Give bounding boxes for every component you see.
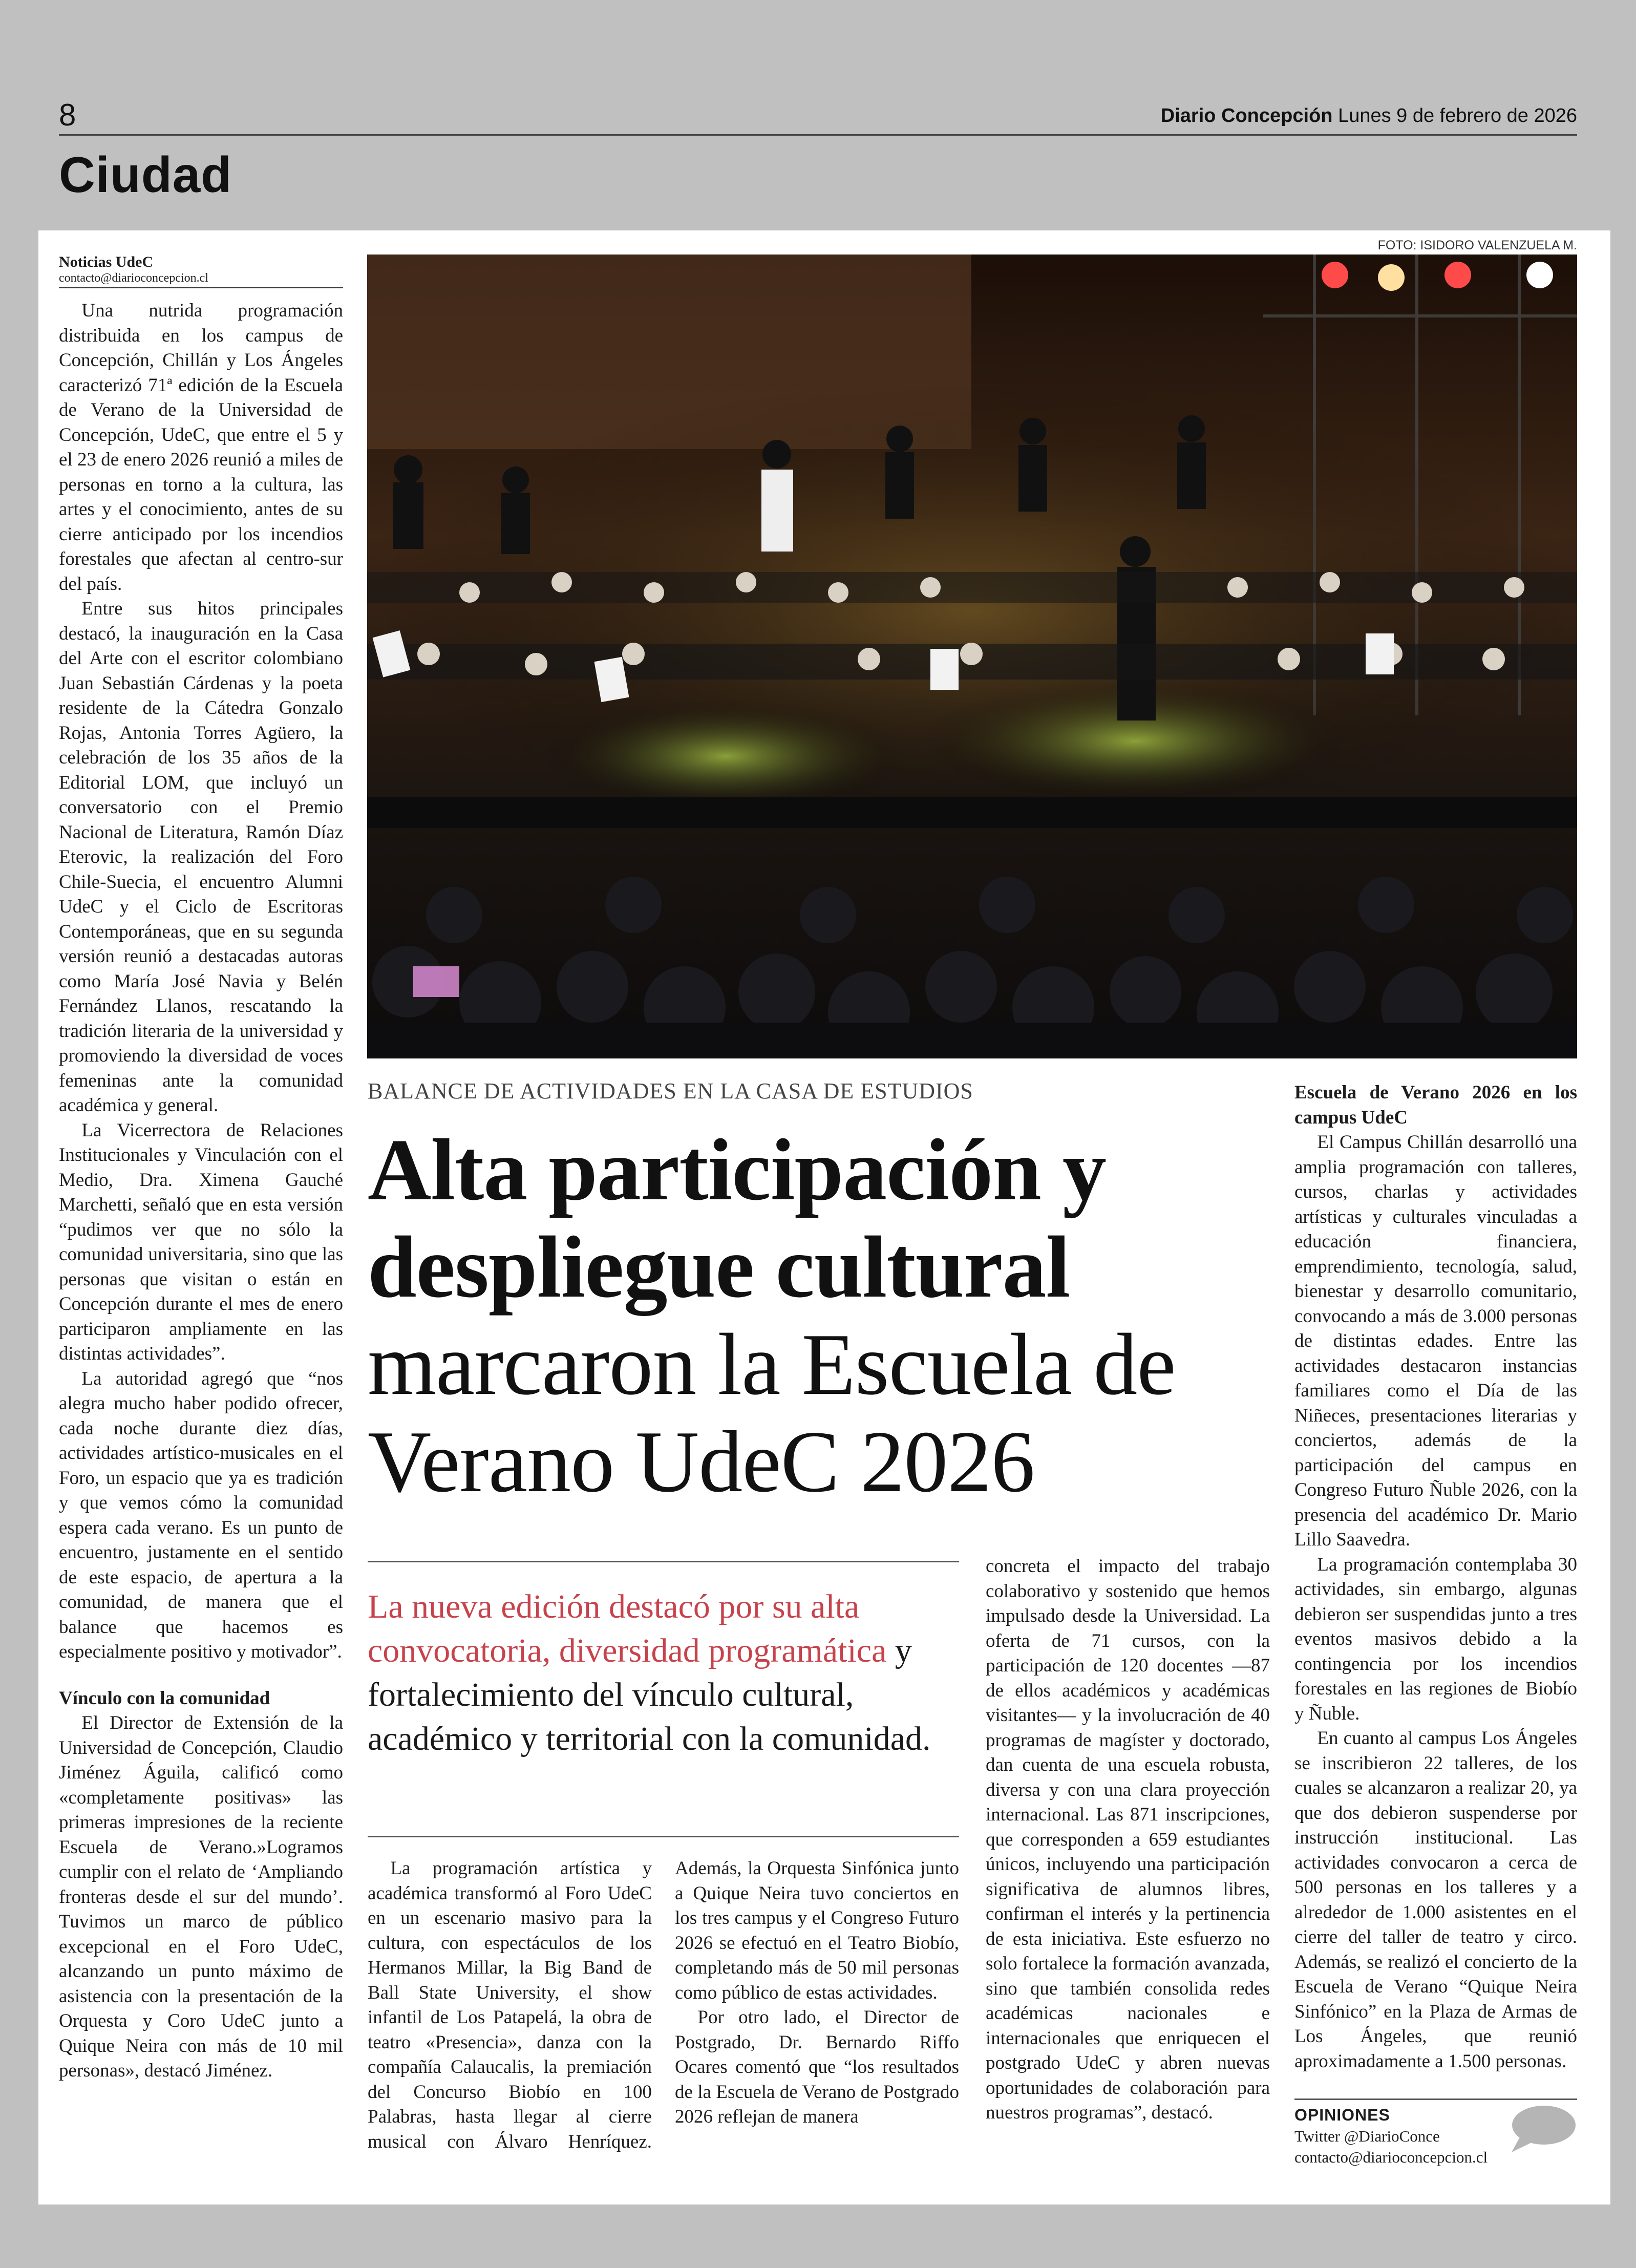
section-title: Ciudad [59,146,232,203]
paragraph: Una nutrida programación distribuida en los campus de Concepción, Chillán y Los Ángeles caracterizó 71ª edición de la Escuela de Verano de la Universidad de Concepción, UdeC, que entre el 5 y el 23 de enero 2026 reunió a miles de personas en torno a la cultura, las artes y el conocimiento, antes de su cierre anticipado por los incendios forestales que afectan al centro-sur del país. [59,300,343,595]
paragraph: El Director de Extensión de la Universidad de Concepción, Claudio Jiménez Águila, calificó como «completamente positivas» las primeras impresiones de la reciente Escuela de Verano.»Logramos cumplir con el relato de ‘Ampliando fronteras desde el sur del mundo’. Tuvimos un marco de público excepcional en el Foro UdeC, alcanzando un punto máximo de asistencia con la presentación de la Orquesta y Coro UdeC junto a Quique Neira con más de 10 mil personas», destacó Jiménez. [59,1712,343,2081]
speech-bubble-icon [1505,2104,1577,2155]
deck [368,1585,962,1761]
concert-photo [367,255,1577,1058]
byline-rule [59,287,343,288]
newspaper-name: Diario Concepción [1160,105,1333,126]
paragraph: La autoridad agregó que “nos alegra mucho haber podido ofrecer, cada noche durante diez días, actividades artístico-musicales en el Foro, un espacio que ya es tradición y que vemos cómo la comunidad espera cada verano. Es un punto de encuentro, justamente en el sentido de este espacio, de apertura a la comunidad, de manera que el balance que hacemos es especialmente positivo y motivador”. [59,1368,343,1662]
body-column [986,1554,1270,2169]
deck-highlight: La nueva edición destacó por su alta convocatoria, diversidad programática [368,1588,887,1669]
opinion-email: contacto@diarioconcepcion.cl [1294,2148,1488,2166]
page-number: 8 [59,98,76,132]
opinion-label: OPINIONES [1294,2106,1390,2124]
issue-date: Lunes 9 de febrero de 2026 [1338,105,1577,126]
header-rule [59,134,1577,136]
opinion-rule [1294,2099,1577,2100]
paragraph: En cuanto al campus Los Ángeles se inscribieron 22 talleres, de los cuales se alcanzaron a realizar 20, ya que dos debieron suspenderse por instrucción institucional. Las actividades convocaron a cerca de 500 personas en los talleres y a alrededor de 1.000 asistentes en el cierre del taller de teatro y circo. Además, se realizó el concierto de la Escuela de Verano “Quique Neira Sinfónico” en la Plaza de Armas de Los Ángeles, que reunió aproximadamente a 1.500 personas. [1294,1728,1577,2072]
paragraph: El Campus Chillán desarrolló una amplia programación con talleres, cursos, charlas y actividades artísticas y culturales vinculadas a educación financiera, emprendimiento, tecnología, salud, bienestar y desarrollo comunitario, convocando a más de 3.000 personas de distintas edades. Entre las actividades destacaron instancias familiares como el Día de las Niñeces, presentaciones literarias y conciertos, además de la participación del campus en Congreso Futuro Ñuble 2026, con la presencia del académico Dr. Mario Lillo Saavedra. [1294,1132,1577,1550]
deck-rule [368,1561,959,1562]
opinion-box [1294,2105,1489,2168]
right-column [1294,1080,1577,2074]
paragraph: Entre sus hitos principales destacó, la inauguración en la Casa del Arte con el escritor colombiano Juan Sebastián Cárdenas y la poeta residente de la Cátedra Gonzalo Rojas, Antonia Torres Agüero, la celebración de los 35 años de la Editorial LOM, que incluyó un conversatorio con el Premio Nacional de Literatura, Ramón Díaz Eterovic, la realización del Foro Chile-Suecia, el encuentro Alumni UdeC y el Ciclo de Escritoras Contemporáneas, que en su segunda versión reunió a destacadas autoras como María José Navia y Belén Fernández Llanos, rescatando la tradición literaria de la universidad y promoviendo la diversidad de voces femeninas ante la comunidad académica y general. [59,598,343,1116]
byline-name: Noticias UdeC [59,253,154,270]
paragraph: La programación contemplaba 30 actividades, sin embargo, algunas debieron ser suspendidas junto a tres eventos masivos debido a la contingencia por los incendios forestales en las regiones de Biobío y Ñuble. [1294,1554,1577,1724]
photo-credit: FOTO: ISIDORO VALENZUELA M. [1377,238,1577,252]
headline-regular: marcaron la Escuela de Verano UdeC 2026 [368,1316,1176,1511]
headline [368,1121,1284,1511]
body-column [368,1856,959,2158]
paragraph: La programación artística y académica transformó al Foro UdeC en un escenario masivo para la cultura, con espectáculos de los Hermanos Millar, la Big Band de Ball State University, el show infantil de Los Patapelá, la obra de teatro «Presencia», danza con la compañía Calaucalis, la premiación del Concurso Biobío en 100 Palabras, hasta llegar al cierre musical con Álvaro Henríquez. Además, la Orquesta Sinfónica junto a Quique Neira tuvo conciertos en los tres campus y el Congreso Futuro 2026 se efectuó en el Teatro Biobío, completando más de 50 mil personas como público de estas actividades. [368,1858,959,2152]
headline-bold: Alta participación y despliegue cultural [368,1121,1106,1316]
subhead-campus: Escuela de Verano 2026 en los campus UdeC [1294,1082,1577,1128]
paragraph: concreta el impacto del trabajo colaborativo y sostenido que hemos impulsado desde la Universidad. La oferta de 71 cursos, con la participación de 120 docentes —87 de ellos académicos y académicas visitantes— y la involucración de 40 programas de magíster y doctorado, dan cuenta de una escuela robusta, diversa y con una clara proyección internacional. Las 871 inscripciones, que corresponden a 659 estudiantes únicos, incluyendo una participación significativa de alumnos libres, confirman el interés y la pertinencia de esta iniciativa. Este esfuerzo no solo fortalece la formación avanzada, sino que también consolida redes académicas nacionales e internacionales que enriquecen el postgrado UdeC y abren nuevas oportunidades de colaboración para nuestros programas”, destacó. [986,1556,1270,2123]
masthead [1161,105,1577,127]
left-column [59,253,343,2164]
opinion-twitter: Twitter @DiarioConce [1294,2127,1440,2145]
deck-text: y fortalecimiento del vínculo cultural, académico y territorial con la comunidad. [368,1632,931,1757]
paragraph: Por otro lado, el Director de Postgrado, Dr. Bernardo Riffo Ocares comentó que “los resultados de la Escuela de Verano de Postgrado 2026 reflejan de manera [675,2007,959,2127]
deck-rule [368,1836,959,1837]
subhead-vinculo: Vínculo con la comunidad [59,1687,270,1709]
paragraph: La Vicerrectora de Relaciones Institucionales y Vinculación con el Medio, Dra. Ximena Gauché Marchetti, señaló que en esta versión “pudimos ver que no sólo la comunidad universitaria, sino que las personas que visitan o están en Concepción durante el mes de enero participaron ampliamente en las distintas actividades”. [59,1119,343,1364]
kicker: BALANCE DE ACTIVIDADES EN LA CASA DE ESTUDIOS [368,1078,973,1104]
byline-email: contacto@diarioconcepcion.cl [59,271,208,285]
